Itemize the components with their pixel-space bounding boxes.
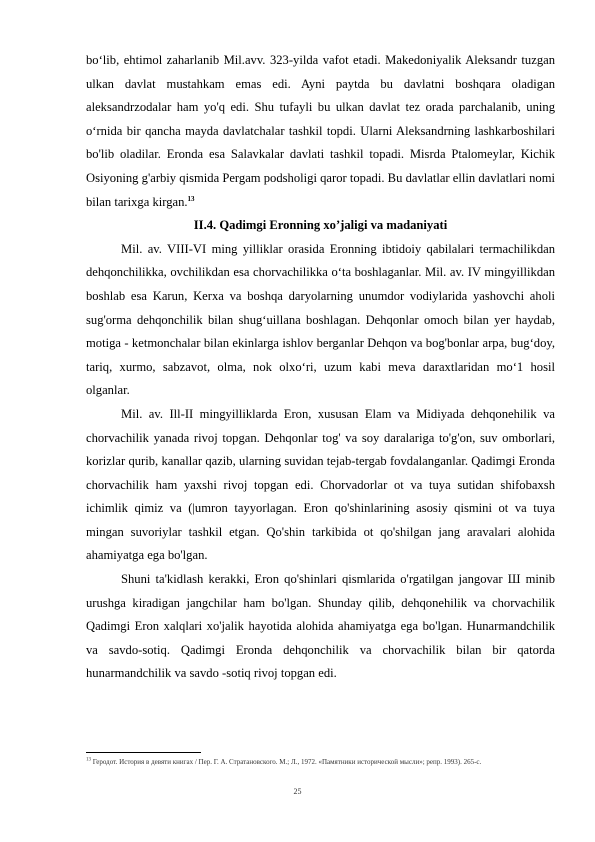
body-text — [86, 49, 555, 686]
page-number: 25 — [293, 787, 302, 796]
section-heading: II.4. Qadimgi Eronning xo’jaligi va madaniyati — [193, 218, 448, 233]
paragraph-4: Shuni ta'kidlash kerakki, Eron qo'shinlari qismlarida o'rgatilgan jangovar Ш minib urushga kiradigan jangchilar ham bo'lgan. Shunday qilib, dehqonehilik va chorvachilik Qadimgi Eron xalqlari xo'jalik hayotida alohida ahamiyatga ega bo'lgan. Hunarmandchilik va savdo-sotiq. Qadimgi Eronda dehqonchilik va chorvachilik bilan bir qatorda hunarmandchilik va savdo -sotiq rivoj topgan edi. — [86, 572, 555, 681]
footnote-number: 13 — [86, 757, 91, 763]
footnote — [86, 756, 555, 769]
paragraph-2: Mil. av. VIII-VI ming yilliklar orasida Eronning ibtidoiy qabilalari termachilikdan dehqonchilikka, ovchilikdan esa chorvachilikka o‘ta boshlaganlar. Mil. av. IV mingyillikdan boshlab esa Karun, Kerxa va boshqa daryolarning unumdor vodiylarida yashovchi aholi sug'orma dehqonchilik bilan shug‘uillana boshlagan. Dehqonlar omoch bilan yer haydab, motiga - ketmonchalar bilan ekinlarga ishlov berganlar Dehqon va bog'bonlar arpa, bug‘doy, tariq, xurmo, sabzavot, olma, nok olxo‘ri, uzum kabi meva daraxtlaridan mo‘1 hosil olganlar. — [86, 241, 555, 398]
paragraph-1-text: bo‘lib, ehtimol zaharlanib Mil.avv. 323-yilda vafot etadi. Makedoniyalik Aleksandr tuzgan ulkan davlat mustahkam emas edi. Ayni paytda bu davlatni boshqara oladigan aleksandrzodalar ham yo'q edi. Shu tufayli bu ulkan davlat tez orada parchalanib, uning o‘rnida bir qancha mayda davlatchalar tashkil topdi. Ularni Aleksandrning lashkarboshilari bo'lib oladilar. Eronda esa Salavkalar davlati tashkil topadi. Misrda Ptalomeylar, Kichik Osiyoning g'arbiy qismida Pergam podsholigi qaror topadi. Bu davlatlar ellin davlatlari nomi bilan tarixga kirgan. — [86, 53, 555, 209]
footnote-text: Геродот. История в девяти книгах / Пер. Г. А. Стратановского. М.; Л., 1972. «Памятники исторической мысли»; репр. 1993). 265-с. — [92, 758, 482, 766]
footnote-divider — [86, 752, 201, 753]
paragraph-1 — [86, 49, 555, 214]
paragraph-3: Mil. av. Ill-II mingyilliklarda Eron, xususan Elam va Midiyada dehqonehilik va chorvachilik yanada rivoj topgan. Dehqonlar tog' va soy daralariga to'g'on, suv omborlari, korizlar qurib, kanallar qazib, ularning suvidan tejab-tergab fovdalanganlar. Qadimgi Eronda chorvachilik ham yaxshi rivoj topgan edi. Chorvadorlar ot va tuya sutidan shifobaxsh ichimlik qimiz va (|umron tayyorlagan. Eron qo'shinlarining asosiy qismini ot va tuya mingan suvoriylar tashkil etgan. Qo'shin tarkibida ot qo'shilgan jang aravalari alohida ahamiyatga ega bo'lgan. — [86, 406, 555, 563]
footnote-reference: 13 — [187, 194, 195, 203]
